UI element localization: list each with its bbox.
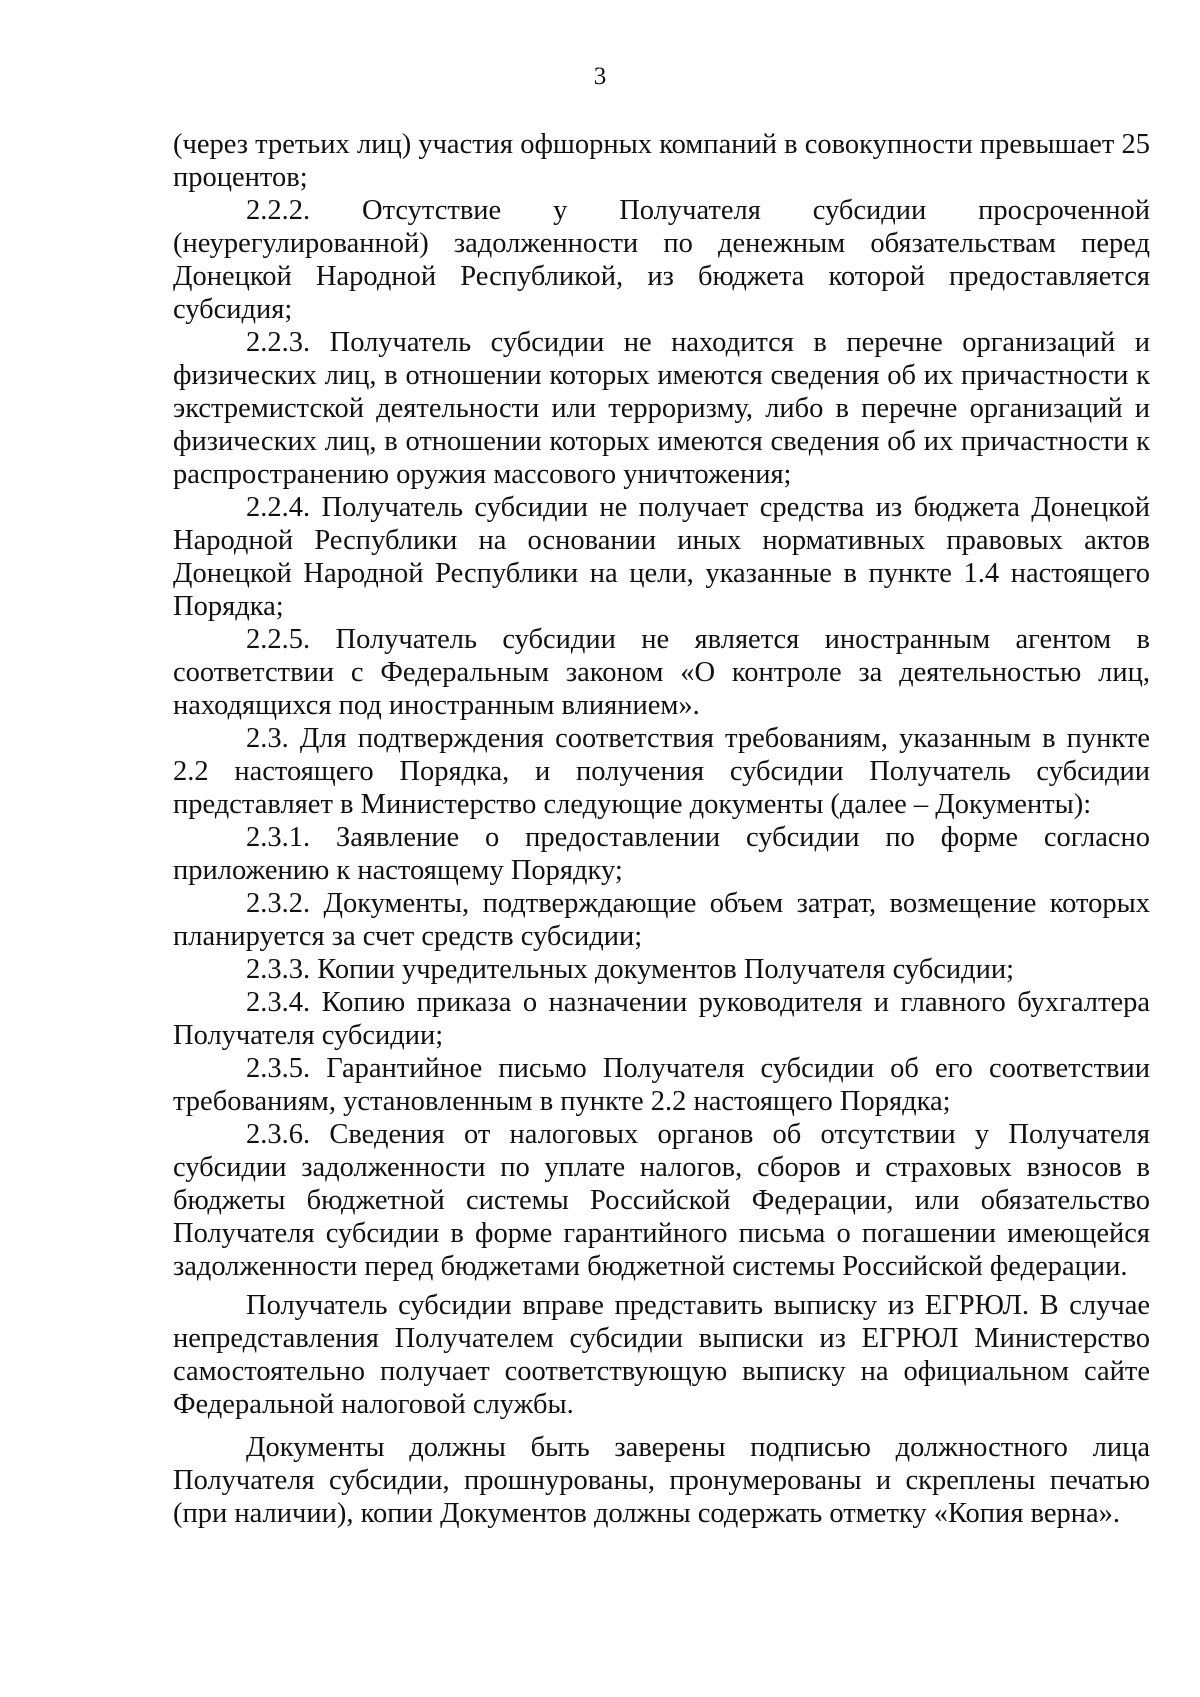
- paragraph-2-2-5: 2.2.5. Получатель субсидии не является иностранным агентом в соответствии с Федеральным законом «О контроле за деятельностью лиц, находящихся под иностранным влиянием».: [173, 624, 1150, 721]
- paragraph-2-3-5: 2.3.5. Гарантийное письмо Получателя субсидии об его соответствии требованиям, установленным в пункте 2.2 настоящего Порядка;: [173, 1053, 1150, 1117]
- paragraph-2-3-6: 2.3.6. Сведения от налоговых органов об отсутствии у Получателя субсидии задолженности по уплате налогов, сборов и страховых взносов в бюджеты бюджетной системы Российской Федерации, или обязательство Получателя субсидии в форме гарантийного письма о погашении имеющейся задолженности перед бюджетами бюджетной системы Российской федерации.: [173, 1119, 1150, 1282]
- paragraph-document-certification: Документы должны быть заверены подписью должностного лица Получателя субсидии, прошнурованы, пронумерованы и скреплены печатью (при наличии), копии Документов должны содержать отметку «Копия верна».: [173, 1432, 1150, 1529]
- paragraph-2-3-2: 2.3.2. Документы, подтверждающие объем затрат, возмещение которых планируется за счет средств субсидии;: [173, 888, 1150, 952]
- paragraph-2-2-2: 2.2.2. Отсутствие у Получателя субсидии просроченной (неурегулированной) задолженности по денежным обязательствам перед Донецкой Народной Республикой, из бюджета которой предоставляется субсидия;: [173, 195, 1150, 325]
- paragraph-2-3-4: 2.3.4. Копию приказа о назначении руководителя и главного бухгалтера Получателя субсидии;: [173, 987, 1150, 1051]
- paragraph-2-2-4: 2.2.4. Получатель субсидии не получает средства из бюджета Донецкой Народной Республики на основании иных нормативных правовых актов Донецкой Народной Республики на цели, указанные в пункте 1.4 настоящего Порядка;: [173, 492, 1150, 622]
- paragraph-continuation: (через третьих лиц) участия офшорных компаний в совокупности превышает 25 процентов;: [173, 129, 1150, 193]
- page-number: 3: [593, 63, 607, 90]
- document-body: [173, 128, 1150, 1530]
- paragraph-2-2-3: 2.2.3. Получатель субсидии не находится в перечне организаций и физических лиц, в отношении которых имеются сведения об их причастности к экстремистской деятельности или терроризму, либо в перечне организаций и физических лиц, в отношении которых имеются сведения об их причастности к распространению оружия массового уничтожения;: [173, 327, 1150, 490]
- paragraph-egrul-extract: Получатель субсидии вправе представить выписку из ЕГРЮЛ. В случае непредставления Получателем субсидии выписки из ЕГРЮЛ Министерство самостоятельно получает соответствующую выписку на официальном сайте Федеральной налоговой службы.: [173, 1290, 1150, 1420]
- paragraph-2-3-1: 2.3.1. Заявление о предоставлении субсидии по форме согласно приложению к настоящему Порядку;: [173, 822, 1150, 886]
- paragraph-2-3: 2.3. Для подтверждения соответствия требованиям, указанным в пункте 2.2 настоящего Порядка, и получения субсидии Получатель субсидии представляет в Министерство следующие документы (далее – Документы):: [173, 723, 1150, 820]
- paragraph-2-3-3: 2.3.3. Копии учредительных документов Получателя субсидии;: [246, 954, 1015, 985]
